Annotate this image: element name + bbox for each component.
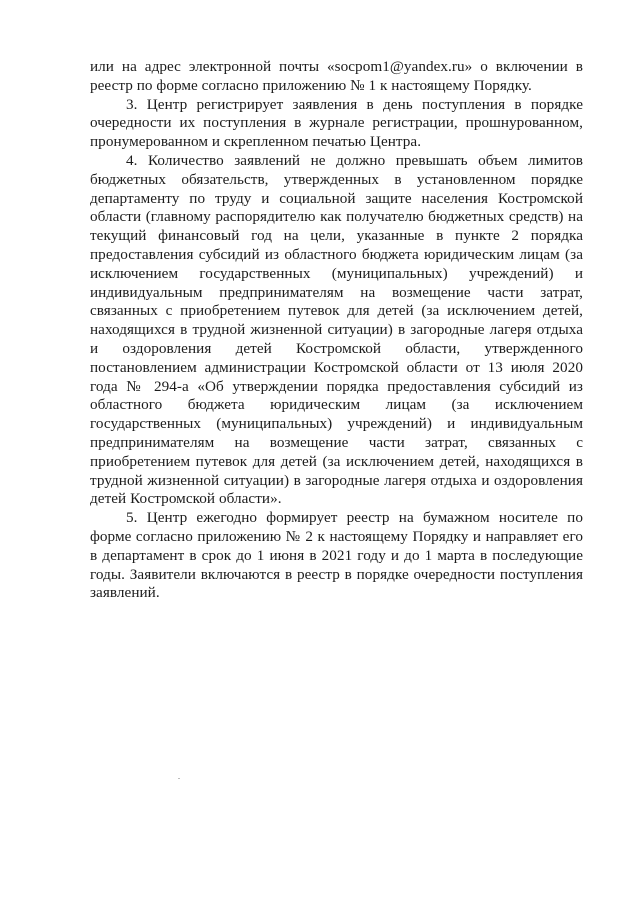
paragraph-item-3: 3. Центр регистрирует заявления в день поступления в порядке очередности их поступления в журнале регистрации, прошнурованном, пронумерованном и скрепленном печатью Центра.: [90, 95, 583, 151]
paragraph-continuation: или на адрес электронной почты «socpom1@yandex.ru» о включении в реестр по форме согласно приложению № 1 к настоящему Порядку.: [90, 58, 583, 94]
document-body: [90, 58, 583, 603]
paragraph-item-4: 4. Количество заявлений не должно превышать объем лимитов бюджетных обязательств, утвержденных в установленном порядке департаменту по труду и социальной защите населения Костромской области (главному распорядителю как получателю бюджетных средств) на текущий финансовый год на цели, указанные в пункте 2 порядка предоставления субсидий из областного бюджета юридическим лицам (за исключением государственных (муниципальных) учреждений) и индивидуальным предпринимателям на возмещение части затрат, связанных с приобретением путевок для детей (за исключением детей, находящихся в трудной жизненной ситуации) в загородные лагеря отдыха и оздоровления детей Костромской области, утвержденного постановлением администрации Костромской области от 13 июля 2020 года № 294-а «Об утверждении порядка предоставления субсидий из областного бюджета юридическим лицам (за исключением государственных (муниципальных) учреждений) и индивидуальным предпринимателям на возмещение части затрат, связанных с приобретением путевок для детей (за исключением детей, находящихся в трудной жизненной ситуации) в загородные лагеря отдыха и оздоровления детей Костромской области».: [90, 151, 583, 508]
paragraph-item-5: 5. Центр ежегодно формирует реестр на бумажном носителе по форме согласно приложению № 2 к настоящему Порядку и направляет его в департамент в срок до 1 июня в 2021 году и до 1 марта в последующие годы. Заявители включаются в реестр в порядке очередности поступления заявлений.: [90, 509, 583, 602]
scan-speck: [178, 778, 180, 779]
